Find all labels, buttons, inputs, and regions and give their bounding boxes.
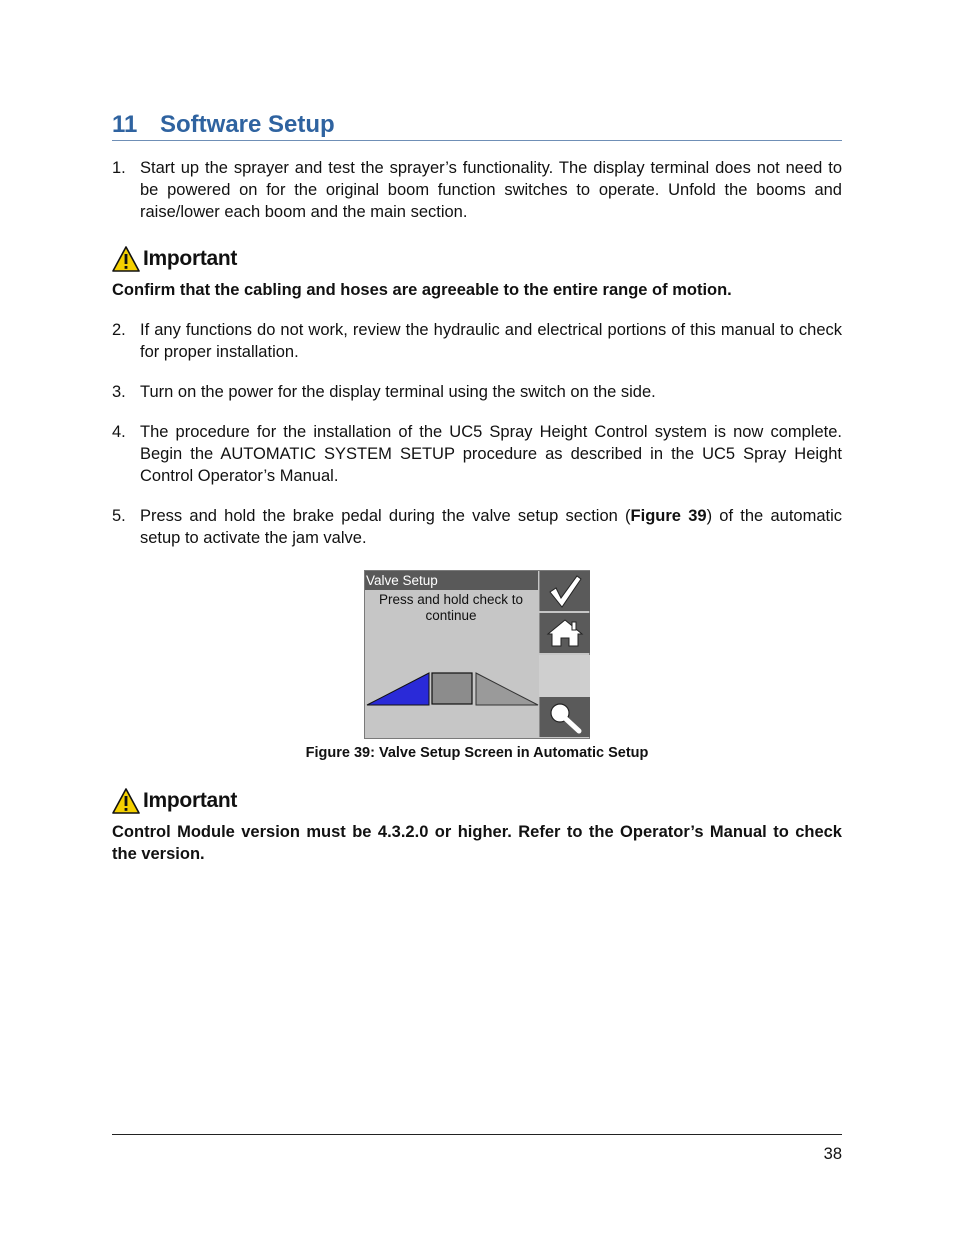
step-text: Start up the sprayer and test the sprayer’s functionality. The display terminal does not need to be powered on for the original boom function switches to operate. Unfold the booms and raise/lower each boom and the main section.	[140, 159, 842, 221]
check-icon	[546, 574, 584, 608]
step-text-after: ) of the automatic setup to activate the jam valve.	[140, 507, 842, 547]
section-number: 11	[112, 111, 138, 138]
button-spacer	[539, 655, 590, 697]
important-text-2: Control Module version must be 4.3.2.0 or higher. Refer to the Operator’s Manual to check the version.	[112, 823, 842, 863]
home-icon	[546, 618, 584, 648]
step-text-before: Press and hold the brake pedal during the valve setup section (	[140, 507, 631, 525]
important-label: Important	[143, 789, 238, 812]
warning-icon	[112, 245, 140, 273]
center-valve-block	[432, 673, 472, 704]
step-2	[112, 320, 842, 364]
section-title: Software Setup	[160, 111, 335, 138]
step-text: Turn on the power for the display terminal using the switch on the side.	[140, 383, 656, 401]
magnifier-icon	[546, 700, 584, 734]
step-number: 1.	[112, 159, 126, 177]
step-text: The procedure for the installation of the UC5 Spray Height Control system is now complete. Begin the AUTOMATIC SYSTEM SETUP procedure as described in the UC5 Spray Height Control Operator’s Manual.	[140, 423, 842, 485]
step-number: 3.	[112, 383, 126, 401]
confirm-button[interactable]	[539, 571, 590, 611]
section-heading	[112, 110, 842, 141]
screen-title: Valve Setup	[365, 571, 538, 590]
page-number: 38	[823, 1145, 842, 1163]
warning-icon	[112, 787, 140, 815]
message-line-1: Press and hold check to	[378, 592, 524, 607]
important-text-1: Confirm that the cabling and hoses are agreeable to the entire range of motion.	[112, 281, 732, 299]
step-text: If any functions do not work, review the hydraulic and electrical portions of this manual to check for proper installation.	[140, 321, 842, 361]
figure-reference-link[interactable]: Figure 39	[630, 507, 707, 525]
step-5	[112, 506, 842, 550]
valve-setup-screen	[364, 570, 590, 739]
step-number: 2.	[112, 321, 126, 339]
important-notice-1	[112, 244, 237, 274]
figure-caption: Figure 39: Valve Setup Screen in Automatic Setup	[305, 745, 649, 761]
screen-message	[365, 592, 537, 624]
search-button[interactable]	[539, 697, 590, 737]
raise-valve-ramp	[367, 673, 429, 705]
home-button[interactable]	[539, 613, 590, 653]
lower-valve-ramp	[476, 673, 538, 705]
step-number: 4.	[112, 423, 126, 441]
valve-indicator	[365, 671, 539, 707]
important-label: Important	[143, 247, 238, 270]
important-notice-2	[112, 786, 237, 816]
step-1	[112, 158, 842, 223]
footer-divider	[112, 1134, 842, 1135]
step-text	[140, 506, 842, 550]
message-line-2: continue	[425, 608, 477, 623]
step-number: 5.	[112, 507, 126, 525]
step-4	[112, 422, 842, 487]
step-3	[112, 382, 842, 404]
